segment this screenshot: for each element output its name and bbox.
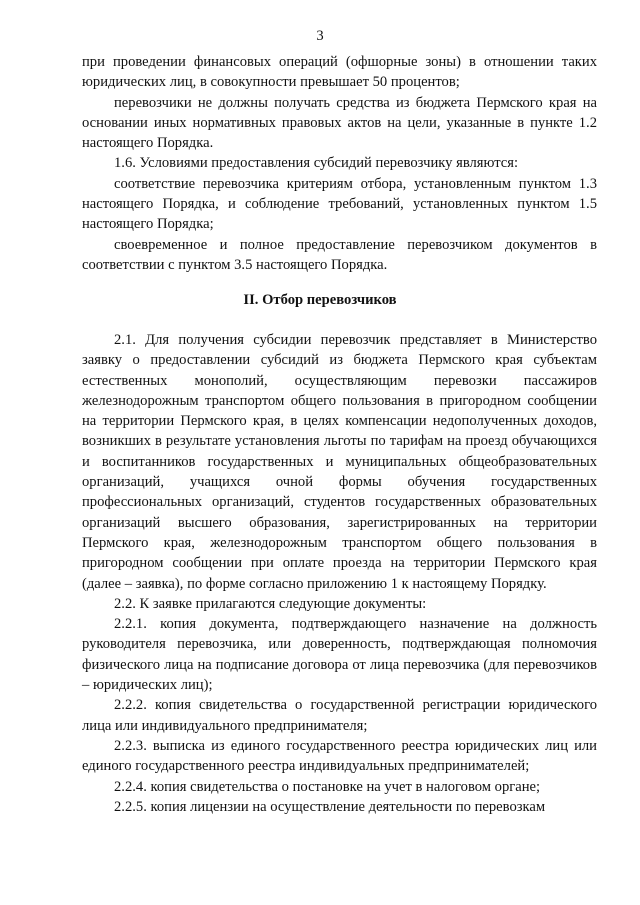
paragraph-2-2: 2.2. К заявке прилагаются следующие документы: bbox=[114, 595, 427, 612]
section-2-text bbox=[82, 330, 597, 817]
section-1-text bbox=[82, 52, 597, 275]
paragraph-2-2-1: 2.2.1. копия документа, подтверждающего назначение на должность руководителя перевозчика, или доверенность, подтверждающая полномочия физического лица на подписание договора от лица перевозчика (для перевозчиков – юридических лиц); bbox=[82, 616, 597, 694]
page-number: 3 bbox=[316, 28, 324, 44]
paragraph-2-2-3: 2.2.3. выписка из единого государственного реестра юридических лиц или единого государственного реестра индивидуальных предпринимателей; bbox=[82, 737, 597, 775]
paragraph-1-6: 1.6. Условиями предоставления субсидий перевозчику являются: bbox=[114, 155, 519, 172]
paragraph-2-2-4: 2.2.4. копия свидетельства о постановке на учет в налоговом органе; bbox=[114, 778, 541, 795]
paragraph-2-1: 2.1. Для получения субсидии перевозчик представляет в Министерство заявку о предоставлении субсидий из бюджета Пермского края субъектам естественных монополий, осуществляющим перевозки пассажиров железнодорожным транспортом общего пользования в пригородном сообщении на территории Пермского края, в целях компенсации недополученных доходов, возникших в результате установления льготы по тарифам на проезд обучающихся и воспитанников государственных и муниципальных общеобразовательных организаций, учащихся очной формы обучения государственных профессиональных организаций, студентов государственных образовательных организаций высшего образования, зарегистрированных на территории Пермского края, железнодорожным транспортом общего пользования в пригородном сообщении при оплате проезда на территории Пермского края (далее – заявка), по форме согласно приложению 1 к настоящему Порядку. bbox=[82, 332, 597, 592]
paragraph-2-2-2: 2.2.2. копия свидетельства о государственной регистрации юридического лица или индивидуального предпринимателя; bbox=[82, 697, 597, 734]
paragraph-offshore: при проведении финансовых операций (офшорные зоны) в отношении таких юридических лиц, в совокупности превышает 50 процентов; bbox=[82, 54, 597, 91]
section-heading: II. Отбор перевозчиков bbox=[243, 292, 397, 308]
paragraph-timely: своевременное и полное предоставление перевозчиком документов в соответствии с пунктом 3.5 настоящего Порядка. bbox=[82, 236, 597, 273]
paragraph-budget: перевозчики не должны получать средства из бюджета Пермского края на основании иных нормативных правовых актов на цели, указанные в пункте 1.2 настоящего Порядка. bbox=[82, 94, 597, 152]
paragraph-compliance: соответствие перевозчика критериям отбора, установленным пунктом 1.3 настоящего Порядка, и соблюдение требований, установленных пунктом 1.5 настоящего Порядка; bbox=[82, 175, 597, 233]
paragraph-2-2-5: 2.2.5. копия лицензии на осуществление деятельности по перевозкам bbox=[114, 798, 546, 815]
